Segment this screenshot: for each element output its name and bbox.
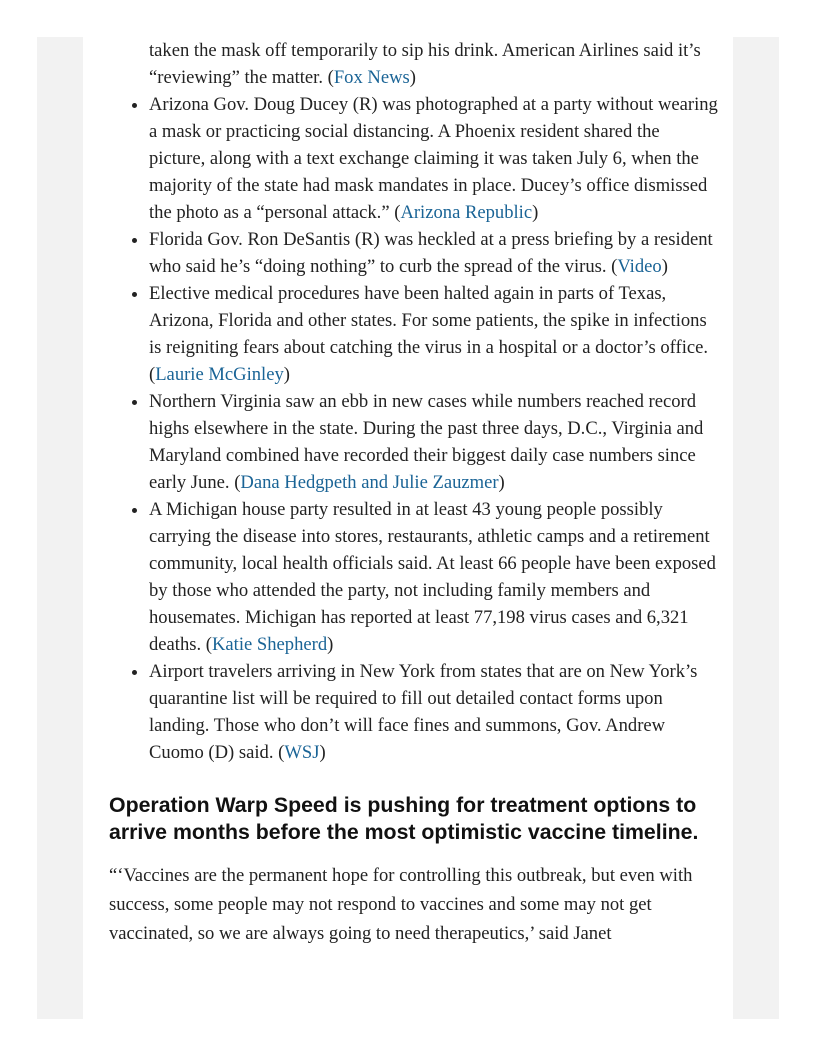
- bullet-text: Airport travelers arriving in New York from states that are on New York’s quarantine list will be required to fill out detailed contact forms upon landing. Those who don’t will face fines and summons, Gov. Andrew Cuomo (D) said. (: [149, 661, 698, 763]
- left-margin-panel: [37, 37, 83, 1019]
- bullet-text: Northern Virginia saw an ebb in new cases while numbers reached record highs elsewhere in the state. During the past three days, D.C., Virginia and Maryland combined have recorded their biggest daily case numbers since early June. (: [149, 391, 704, 493]
- bullet-text: Elective medical procedures have been halted again in parts of Texas, Arizona, Florida and other states. For some patients, the spike in infections is reigniting fears about catching the virus in a hospital or a doctor’s office. (: [149, 283, 709, 385]
- source-link-arizona-republic[interactable]: Arizona Republic: [400, 202, 533, 223]
- list-item: • Northern Virginia saw an ebb in new cases while numbers reached record highs elsewhere in the state. During the past three days, D.C., Virginia and Maryland combined have recorded their biggest daily case numbers since early June. (Dana Hedgpeth and Julie Zauzmer): [149, 388, 719, 496]
- news-bullet-list: [109, 37, 719, 766]
- bullet-text: Florida Gov. Ron DeSantis (R) was heckled at a press briefing by a resident who said he’s “doing nothing” to curb the spread of the virus. (: [149, 229, 713, 277]
- source-link-fox-news[interactable]: Fox News: [333, 67, 410, 88]
- list-item: taken the mask off temporarily to sip his drink. American Airlines said it’s “reviewing” the matter. (Fox News): [149, 40, 701, 88]
- section-paragraph: “‘Vaccines are the permanent hope for controlling this outbreak, but even with success, some people may not respond to vaccines and some may not get vaccinated, so we are always going to need therapeutics,’ said Janet: [109, 865, 693, 944]
- right-margin-panel: [733, 37, 779, 1019]
- bullet-text: taken the mask off temporarily to sip his drink. American Airlines said it’s “reviewing” the matter. (: [149, 40, 701, 88]
- source-link-wsj[interactable]: WSJ: [284, 742, 320, 763]
- source-link-video[interactable]: Video: [617, 256, 662, 277]
- list-item: • Elective medical procedures have been halted again in parts of Texas, Arizona, Florida and other states. For some patients, the spike in infections is reigniting fears about catching the virus in a hospital or a doctor’s office. (Laurie McGinley): [149, 280, 719, 388]
- article-body: [109, 37, 719, 948]
- section-heading: Operation Warp Speed is pushing for treatment options to arrive months before the most optimistic vaccine timeline.: [109, 793, 699, 844]
- list-item: • A Michigan house party resulted in at least 43 young people possibly carrying the disease into stores, restaurants, athletic camps and a retirement community, local health officials said. At least 66 people have been exposed by those who attended the party, not including family members and housemates. Michigan has reported at least 77,198 virus cases and 6,321 deaths. (Katie Shepherd): [149, 496, 719, 658]
- list-item: • Airport travelers arriving in New York from states that are on New York’s quarantine list will be required to fill out detailed contact forms upon landing. Those who don’t will face fines and summons, Gov. Andrew Cuomo (D) said. (WSJ): [149, 658, 719, 766]
- source-link-laurie-mcginley[interactable]: Laurie McGinley: [155, 364, 284, 385]
- bullet-text: A Michigan house party resulted in at least 43 young people possibly carrying the disease into stores, restaurants, athletic camps and a retirement community, local health officials said. At least 66 people have been exposed by those who attended the party, not including family members and housemates. Michigan has reported at least 77,198 virus cases and 6,321 deaths. (: [149, 499, 716, 655]
- bullet-text: Arizona Gov. Doug Ducey (R) was photographed at a party without wearing a mask or practicing social distancing. A Phoenix resident shared the picture, along with a text exchange claiming it was taken July 6, when the majority of the state had mask mandates in place. Ducey’s office dismissed the photo as a “personal attack.” (: [149, 94, 718, 223]
- list-item: • Arizona Gov. Doug Ducey (R) was photographed at a party without wearing a mask or practicing social distancing. A Phoenix resident shared the picture, along with a text exchange claiming it was taken July 6, when the majority of the state had mask mandates in place. Ducey’s office dismissed the photo as a “personal attack.” (Arizona Republic): [149, 91, 719, 226]
- list-item: • Florida Gov. Ron DeSantis (R) was heckled at a press briefing by a resident who said he’s “doing nothing” to curb the spread of the virus. (Video): [149, 226, 719, 280]
- source-link-hedgpeth-zauzmer[interactable]: Dana Hedgpeth and Julie Zauzmer: [240, 472, 499, 493]
- source-link-katie-shepherd[interactable]: Katie Shepherd: [212, 634, 328, 655]
